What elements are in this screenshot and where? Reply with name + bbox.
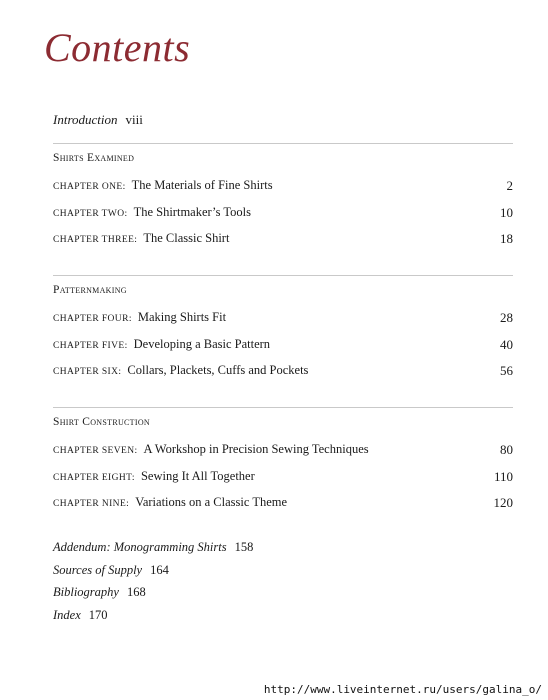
section-title: Patternmaking [53,284,127,296]
chapter-name: The Shirtmaker’s Tools [133,204,251,219]
section-divider [53,407,513,408]
back-matter-title: Addendum: Monogramming Shirts [53,540,227,554]
chapter-entry [53,469,513,496]
back-matter-page: 168 [126,585,146,599]
chapter-page: 2 [506,178,513,193]
chapter-label: CHAPTER FOUR : [53,314,132,324]
chapter-page: 56 [500,363,513,378]
chapter-label: CHAPTER ONE : [53,182,126,192]
chapter-name: Developing a Basic Pattern [133,336,271,351]
back-matter-list [53,540,253,630]
back-matter-entry [53,540,253,563]
back-matter-page: 158 [234,540,254,554]
chapter-name: Sewing It All Together [140,468,255,483]
chapter-entry [53,337,513,364]
back-matter-title: Bibliography [53,585,119,599]
section-patternmaking [53,275,513,390]
introduction-page: viii [125,112,143,127]
chapter-name: A Workshop in Precision Sewing Techniques [143,442,369,456]
chapter-label: CHAPTER FIVE : [53,341,128,351]
chapter-page: 28 [500,310,513,325]
back-matter-page: 164 [150,562,169,577]
chapter-name: The Materials of Fine Shirts [131,178,273,192]
page-title: Contents [44,25,191,70]
chapter-name: Variations on a Classic Theme [135,495,288,509]
chapter-page: 120 [493,495,513,510]
chapter-name: Making Shirts Fit [137,310,227,324]
introduction-entry [53,112,143,128]
chapter-page: 10 [500,204,513,220]
back-matter-title: Sources of Supply [53,562,143,577]
chapter-entry [53,310,513,337]
section-shirts-examined [53,143,513,258]
chapter-entry [53,231,513,258]
watermark-url: http://www.liveinternet.ru/users/galina_o/ [263,683,542,696]
section-divider [53,275,513,276]
section-title: Shirt Construction [53,416,150,428]
chapter-name: Collars, Plackets, Cuffs and Pockets [127,363,309,377]
section-title: Shirts Examined [53,152,135,164]
back-matter-entry [53,608,253,631]
chapter-page: 40 [500,336,513,352]
chapter-label: CHAPTER SEVEN : [53,446,138,456]
chapter-label: CHAPTER SIX : [53,367,121,377]
section-divider [53,143,513,144]
chapter-entry [53,205,513,232]
chapter-entry [53,495,513,522]
chapter-label: CHAPTER THREE : [53,235,137,245]
back-matter-page: 170 [88,607,108,622]
chapter-entry [53,178,513,205]
chapter-label: CHAPTER EIGHT : [53,473,135,483]
back-matter-title: Index [53,607,81,622]
chapter-entry [53,363,513,390]
introduction-title: Introduction [53,112,118,127]
chapter-entry [53,442,513,469]
chapter-label: CHAPTER NINE : [53,499,129,509]
section-shirt-construction [53,407,513,522]
chapter-label: CHAPTER TWO : [53,209,128,219]
back-matter-entry [53,585,253,608]
chapter-name: The Classic Shirt [143,231,230,245]
chapter-page: 80 [500,442,513,457]
chapter-page: 18 [500,231,513,246]
chapter-page: 110 [493,468,513,484]
back-matter-entry [53,563,253,586]
